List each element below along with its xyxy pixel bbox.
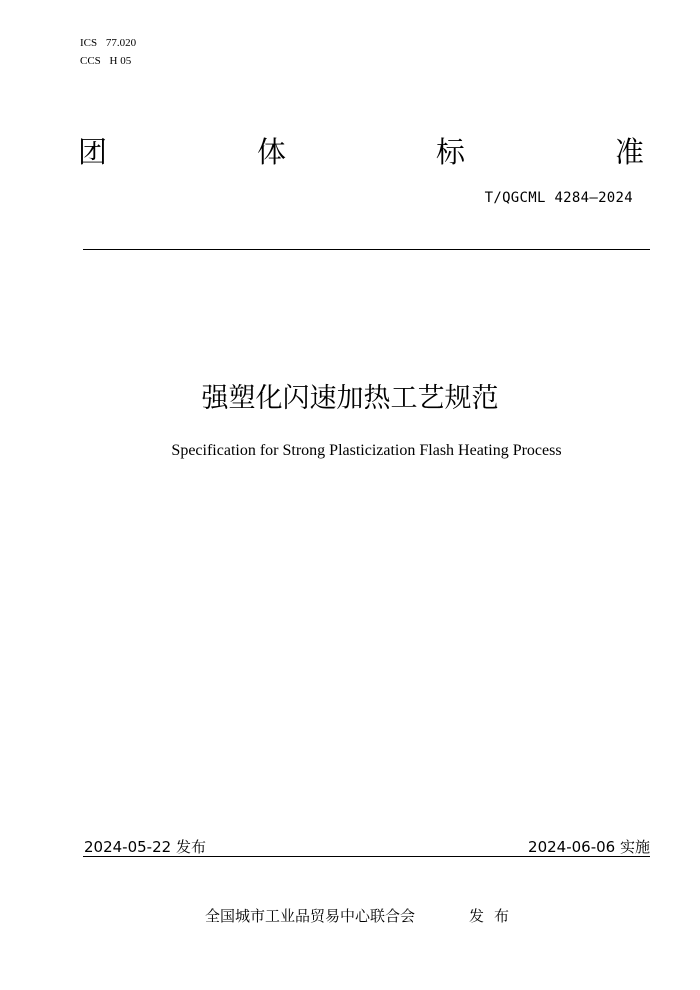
standard-type-char: 体 (256, 135, 286, 169)
ics-row (80, 34, 136, 52)
ccs-row (80, 52, 136, 70)
classification-codes (80, 34, 136, 70)
publisher-name: 全国城市工业品贸易中心联合会 (205, 907, 416, 925)
release-date: 2024-05-22 发布 (84, 838, 206, 856)
bottom-divider (83, 856, 650, 857)
standard-number: T/QGCML 4284—2024 (484, 190, 633, 206)
standard-type-heading (78, 134, 644, 170)
publish-label: 发布 (469, 907, 520, 925)
standard-type-char: 团 (78, 135, 108, 169)
ccs-label: CCS (80, 55, 101, 67)
ics-value: 77.020 (105, 37, 137, 49)
title-chinese: 强塑化闪速加热工艺规范 (201, 383, 499, 414)
top-divider (83, 249, 650, 250)
standard-type-char: 准 (614, 135, 644, 169)
ccs-value: H 05 (109, 55, 132, 67)
title-english: Specification for Strong Plasticization Flash Heating Process (171, 442, 562, 459)
standard-type-char: 标 (435, 135, 465, 169)
ics-label: ICS (80, 37, 98, 49)
effective-date: 2024-06-06 实施 (528, 838, 650, 856)
